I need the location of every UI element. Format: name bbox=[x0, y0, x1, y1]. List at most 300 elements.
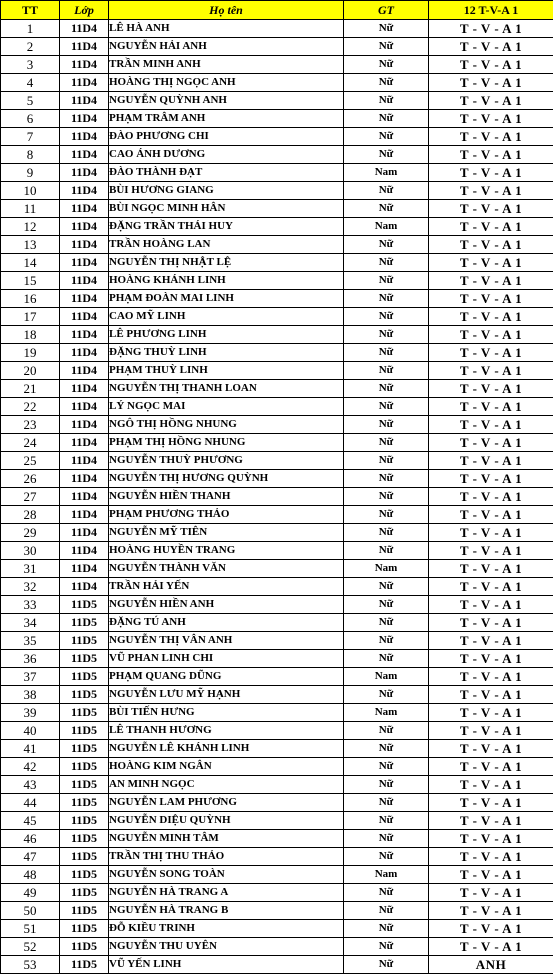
student-name: NGÔ THỊ HỒNG NHUNG bbox=[109, 416, 344, 434]
subject-group-cell: T - V - A 1 bbox=[429, 398, 553, 416]
table-row bbox=[1, 344, 553, 362]
class-cell: 11D4 bbox=[60, 308, 109, 326]
class-cell: 11D4 bbox=[60, 470, 109, 488]
row-number: 22 bbox=[1, 398, 60, 416]
row-number: 47 bbox=[1, 848, 60, 866]
gender-cell: Nữ bbox=[344, 416, 429, 434]
subject-group-cell: T - V - A 1 bbox=[429, 416, 553, 434]
gender-cell: Nữ bbox=[344, 956, 429, 974]
gender-cell: Nữ bbox=[344, 182, 429, 200]
subject-group-cell: T - V - A 1 bbox=[429, 290, 553, 308]
table-row bbox=[1, 218, 553, 236]
student-name: HOÀNG HUYỀN TRANG bbox=[109, 542, 344, 560]
table-row bbox=[1, 506, 553, 524]
table-row bbox=[1, 164, 553, 182]
student-name: LÊ PHƯƠNG LINH bbox=[109, 326, 344, 344]
row-number: 7 bbox=[1, 128, 60, 146]
class-cell: 11D4 bbox=[60, 92, 109, 110]
gender-cell: Nữ bbox=[344, 434, 429, 452]
subject-group-cell: T - V - A 1 bbox=[429, 596, 553, 614]
row-number: 6 bbox=[1, 110, 60, 128]
student-name: CAO MỸ LINH bbox=[109, 308, 344, 326]
gender-cell: Nữ bbox=[344, 326, 429, 344]
header-class: Lớp bbox=[60, 1, 109, 20]
gender-cell: Nữ bbox=[344, 650, 429, 668]
subject-group-cell: T - V - A 1 bbox=[429, 20, 553, 38]
class-cell: 11D4 bbox=[60, 542, 109, 560]
subject-group-cell: T - V - A 1 bbox=[429, 344, 553, 362]
student-name: NGUYỄN LƯU MỸ HẠNH bbox=[109, 686, 344, 704]
subject-group-cell: T - V - A 1 bbox=[429, 236, 553, 254]
row-number: 42 bbox=[1, 758, 60, 776]
table-row bbox=[1, 794, 553, 812]
subject-group-cell: T - V - A 1 bbox=[429, 650, 553, 668]
table-row bbox=[1, 812, 553, 830]
subject-group-cell: T - V - A 1 bbox=[429, 668, 553, 686]
row-number: 9 bbox=[1, 164, 60, 182]
class-cell: 11D5 bbox=[60, 776, 109, 794]
class-cell: 11D4 bbox=[60, 524, 109, 542]
student-name: HOÀNG THỊ NGỌC ANH bbox=[109, 74, 344, 92]
row-number: 21 bbox=[1, 380, 60, 398]
student-name: NGUYỄN HÀ TRANG A bbox=[109, 884, 344, 902]
student-name: PHẠM TRÂM ANH bbox=[109, 110, 344, 128]
subject-group-cell: T - V - A 1 bbox=[429, 902, 553, 920]
gender-cell: Nữ bbox=[344, 632, 429, 650]
class-cell: 11D4 bbox=[60, 164, 109, 182]
table-row bbox=[1, 416, 553, 434]
table-row bbox=[1, 632, 553, 650]
subject-group-cell: T - V - A 1 bbox=[429, 830, 553, 848]
row-number: 20 bbox=[1, 362, 60, 380]
subject-group-cell: T - V - A 1 bbox=[429, 812, 553, 830]
class-cell: 11D4 bbox=[60, 236, 109, 254]
row-number: 34 bbox=[1, 614, 60, 632]
class-cell: 11D5 bbox=[60, 704, 109, 722]
student-name: PHẠM THUỲ LINH bbox=[109, 362, 344, 380]
subject-group-cell: T - V - A 1 bbox=[429, 578, 553, 596]
row-number: 45 bbox=[1, 812, 60, 830]
student-name: PHẠM ĐOÀN MAI LINH bbox=[109, 290, 344, 308]
student-name: NGUYỄN MỸ TIÊN bbox=[109, 524, 344, 542]
class-cell: 11D4 bbox=[60, 560, 109, 578]
student-name: NGUYỄN LÊ KHÁNH LINH bbox=[109, 740, 344, 758]
table-row bbox=[1, 128, 553, 146]
class-cell: 11D4 bbox=[60, 272, 109, 290]
table-row bbox=[1, 272, 553, 290]
student-name: NGUYỄN QUỲNH ANH bbox=[109, 92, 344, 110]
subject-group-cell: T - V - A 1 bbox=[429, 794, 553, 812]
student-name: NGUYỄN THỊ THANH LOAN bbox=[109, 380, 344, 398]
class-cell: 11D5 bbox=[60, 938, 109, 956]
subject-group-cell: T - V - A 1 bbox=[429, 758, 553, 776]
gender-cell: Nam bbox=[344, 866, 429, 884]
gender-cell: Nữ bbox=[344, 506, 429, 524]
table-body bbox=[1, 20, 553, 974]
table-row bbox=[1, 452, 553, 470]
gender-cell: Nữ bbox=[344, 794, 429, 812]
student-name: TRẦN THỊ THU THẢO bbox=[109, 848, 344, 866]
class-cell: 11D4 bbox=[60, 362, 109, 380]
student-name: NGUYỄN SONG TOÀN bbox=[109, 866, 344, 884]
table-row bbox=[1, 560, 553, 578]
subject-group-cell: T - V - A 1 bbox=[429, 506, 553, 524]
row-number: 53 bbox=[1, 956, 60, 974]
subject-group-cell: T - V - A 1 bbox=[429, 884, 553, 902]
subject-group-cell: T - V - A 1 bbox=[429, 866, 553, 884]
table-row bbox=[1, 200, 553, 218]
table-row bbox=[1, 614, 553, 632]
class-cell: 11D4 bbox=[60, 506, 109, 524]
row-number: 4 bbox=[1, 74, 60, 92]
subject-group-cell: T - V - A 1 bbox=[429, 614, 553, 632]
table-row bbox=[1, 470, 553, 488]
row-number: 14 bbox=[1, 254, 60, 272]
table-row bbox=[1, 488, 553, 506]
class-cell: 11D4 bbox=[60, 380, 109, 398]
class-cell: 11D4 bbox=[60, 326, 109, 344]
class-cell: 11D4 bbox=[60, 110, 109, 128]
subject-group-cell: T - V - A 1 bbox=[429, 560, 553, 578]
student-name: NGUYỄN THỊ NHẬT LỆ bbox=[109, 254, 344, 272]
row-number: 26 bbox=[1, 470, 60, 488]
row-number: 35 bbox=[1, 632, 60, 650]
subject-group-cell: T - V - A 1 bbox=[429, 542, 553, 560]
student-name: NGUYỄN THỊ HƯƠNG QUỲNH bbox=[109, 470, 344, 488]
class-cell: 11D5 bbox=[60, 758, 109, 776]
class-cell: 11D5 bbox=[60, 686, 109, 704]
subject-group-cell: T - V - A 1 bbox=[429, 938, 553, 956]
subject-group-cell: T - V - A 1 bbox=[429, 632, 553, 650]
gender-cell: Nữ bbox=[344, 398, 429, 416]
gender-cell: Nữ bbox=[344, 254, 429, 272]
student-name: ĐÀO PHƯƠNG CHI bbox=[109, 128, 344, 146]
header-row bbox=[1, 1, 553, 20]
student-name: VŨ YẾN LINH bbox=[109, 956, 344, 974]
gender-cell: Nữ bbox=[344, 362, 429, 380]
table-row bbox=[1, 74, 553, 92]
subject-group-cell: T - V - A 1 bbox=[429, 848, 553, 866]
gender-cell: Nữ bbox=[344, 110, 429, 128]
class-cell: 11D4 bbox=[60, 146, 109, 164]
class-cell: 11D4 bbox=[60, 398, 109, 416]
gender-cell: Nữ bbox=[344, 380, 429, 398]
row-number: 40 bbox=[1, 722, 60, 740]
subject-group-cell: T - V - A 1 bbox=[429, 182, 553, 200]
table-row bbox=[1, 290, 553, 308]
row-number: 10 bbox=[1, 182, 60, 200]
table-row bbox=[1, 308, 553, 326]
row-number: 15 bbox=[1, 272, 60, 290]
subject-group-cell: T - V - A 1 bbox=[429, 308, 553, 326]
gender-cell: Nam bbox=[344, 704, 429, 722]
student-name: ĐỖ KIỀU TRINH bbox=[109, 920, 344, 938]
row-number: 38 bbox=[1, 686, 60, 704]
gender-cell: Nữ bbox=[344, 938, 429, 956]
class-cell: 11D4 bbox=[60, 74, 109, 92]
table-row bbox=[1, 956, 553, 974]
gender-cell: Nữ bbox=[344, 92, 429, 110]
row-number: 29 bbox=[1, 524, 60, 542]
class-cell: 11D5 bbox=[60, 668, 109, 686]
gender-cell: Nữ bbox=[344, 740, 429, 758]
row-number: 44 bbox=[1, 794, 60, 812]
row-number: 13 bbox=[1, 236, 60, 254]
student-name: NGUYỄN THUỲ PHƯƠNG bbox=[109, 452, 344, 470]
row-number: 8 bbox=[1, 146, 60, 164]
row-number: 23 bbox=[1, 416, 60, 434]
class-cell: 11D5 bbox=[60, 596, 109, 614]
row-number: 51 bbox=[1, 920, 60, 938]
subject-group-cell: T - V - A 1 bbox=[429, 362, 553, 380]
gender-cell: Nữ bbox=[344, 344, 429, 362]
row-number: 46 bbox=[1, 830, 60, 848]
table-row bbox=[1, 254, 553, 272]
class-cell: 11D5 bbox=[60, 956, 109, 974]
table-row bbox=[1, 434, 553, 452]
student-name: NGUYỄN THỊ VÂN ANH bbox=[109, 632, 344, 650]
class-cell: 11D5 bbox=[60, 866, 109, 884]
table-row bbox=[1, 650, 553, 668]
table-row bbox=[1, 110, 553, 128]
table-row bbox=[1, 920, 553, 938]
table-row bbox=[1, 866, 553, 884]
row-number: 30 bbox=[1, 542, 60, 560]
row-number: 18 bbox=[1, 326, 60, 344]
row-number: 28 bbox=[1, 506, 60, 524]
student-name: ĐẶNG TÚ ANH bbox=[109, 614, 344, 632]
subject-group-cell: T - V - A 1 bbox=[429, 704, 553, 722]
student-name: ĐÀO THÀNH ĐẠT bbox=[109, 164, 344, 182]
gender-cell: Nữ bbox=[344, 56, 429, 74]
row-number: 11 bbox=[1, 200, 60, 218]
subject-group-cell: T - V - A 1 bbox=[429, 380, 553, 398]
student-name: BÙI HƯƠNG GIANG bbox=[109, 182, 344, 200]
student-name: TRẦN HOÀNG LAN bbox=[109, 236, 344, 254]
row-number: 50 bbox=[1, 902, 60, 920]
subject-group-cell: T - V - A 1 bbox=[429, 254, 553, 272]
row-number: 16 bbox=[1, 290, 60, 308]
row-number: 5 bbox=[1, 92, 60, 110]
gender-cell: Nữ bbox=[344, 488, 429, 506]
gender-cell: Nữ bbox=[344, 308, 429, 326]
table-row bbox=[1, 704, 553, 722]
student-name: BÙI NGỌC MINH HÂN bbox=[109, 200, 344, 218]
gender-cell: Nữ bbox=[344, 20, 429, 38]
row-number: 41 bbox=[1, 740, 60, 758]
student-name: CAO ÁNH DƯƠNG bbox=[109, 146, 344, 164]
class-cell: 11D4 bbox=[60, 290, 109, 308]
table-row bbox=[1, 740, 553, 758]
class-cell: 11D5 bbox=[60, 614, 109, 632]
class-cell: 11D4 bbox=[60, 200, 109, 218]
gender-cell: Nữ bbox=[344, 452, 429, 470]
table-row bbox=[1, 38, 553, 56]
student-name: BÙI TIẾN HƯNG bbox=[109, 704, 344, 722]
student-name: NGUYỄN THU UYÊN bbox=[109, 938, 344, 956]
student-name: TRẦN HẢI YẾN bbox=[109, 578, 344, 596]
student-name: LÝ NGỌC MAI bbox=[109, 398, 344, 416]
table-row bbox=[1, 668, 553, 686]
gender-cell: Nữ bbox=[344, 830, 429, 848]
header-full-name: Họ tên bbox=[109, 1, 344, 20]
student-name: NGUYỄN HIỀN THANH bbox=[109, 488, 344, 506]
row-number: 43 bbox=[1, 776, 60, 794]
table-row bbox=[1, 236, 553, 254]
table-row bbox=[1, 596, 553, 614]
gender-cell: Nữ bbox=[344, 200, 429, 218]
header-gender: GT bbox=[344, 1, 429, 20]
subject-group-cell: T - V - A 1 bbox=[429, 92, 553, 110]
student-name: ĐẶNG THUỲ LINH bbox=[109, 344, 344, 362]
subject-group-cell: T - V - A 1 bbox=[429, 740, 553, 758]
subject-group-cell: T - V - A 1 bbox=[429, 470, 553, 488]
student-name: AN MINH NGỌC bbox=[109, 776, 344, 794]
row-number: 32 bbox=[1, 578, 60, 596]
subject-group-cell: T - V - A 1 bbox=[429, 920, 553, 938]
row-number: 2 bbox=[1, 38, 60, 56]
class-cell: 11D4 bbox=[60, 452, 109, 470]
gender-cell: Nữ bbox=[344, 236, 429, 254]
header-tt: TT bbox=[1, 1, 60, 20]
row-number: 25 bbox=[1, 452, 60, 470]
subject-group-cell: T - V - A 1 bbox=[429, 686, 553, 704]
gender-cell: Nữ bbox=[344, 74, 429, 92]
row-number: 37 bbox=[1, 668, 60, 686]
class-cell: 11D4 bbox=[60, 488, 109, 506]
class-cell: 11D5 bbox=[60, 812, 109, 830]
subject-group-cell: T - V - A 1 bbox=[429, 488, 553, 506]
gender-cell: Nữ bbox=[344, 38, 429, 56]
table-row bbox=[1, 722, 553, 740]
gender-cell: Nam bbox=[344, 560, 429, 578]
gender-cell: Nữ bbox=[344, 884, 429, 902]
gender-cell: Nữ bbox=[344, 272, 429, 290]
gender-cell: Nữ bbox=[344, 848, 429, 866]
student-name: LÊ THANH HƯƠNG bbox=[109, 722, 344, 740]
student-name: NGUYỄN THÀNH VĂN bbox=[109, 560, 344, 578]
gender-cell: Nam bbox=[344, 164, 429, 182]
row-number: 19 bbox=[1, 344, 60, 362]
row-number: 17 bbox=[1, 308, 60, 326]
subject-group-cell: T - V - A 1 bbox=[429, 722, 553, 740]
subject-group-cell: T - V - A 1 bbox=[429, 776, 553, 794]
class-cell: 11D4 bbox=[60, 128, 109, 146]
row-number: 3 bbox=[1, 56, 60, 74]
gender-cell: Nữ bbox=[344, 524, 429, 542]
row-number: 31 bbox=[1, 560, 60, 578]
table-row bbox=[1, 776, 553, 794]
gender-cell: Nữ bbox=[344, 758, 429, 776]
student-name: PHẠM PHƯƠNG THẢO bbox=[109, 506, 344, 524]
gender-cell: Nữ bbox=[344, 722, 429, 740]
table-row bbox=[1, 146, 553, 164]
student-name: HOÀNG KHÁNH LINH bbox=[109, 272, 344, 290]
subject-group-cell: T - V - A 1 bbox=[429, 272, 553, 290]
row-number: 27 bbox=[1, 488, 60, 506]
row-number: 1 bbox=[1, 20, 60, 38]
table-row bbox=[1, 398, 553, 416]
subject-group-cell: T - V - A 1 bbox=[429, 56, 553, 74]
subject-group-cell: T - V - A 1 bbox=[429, 434, 553, 452]
row-number: 39 bbox=[1, 704, 60, 722]
table-row bbox=[1, 524, 553, 542]
table-row bbox=[1, 848, 553, 866]
subject-group-cell: T - V - A 1 bbox=[429, 524, 553, 542]
row-number: 36 bbox=[1, 650, 60, 668]
class-cell: 11D5 bbox=[60, 848, 109, 866]
class-cell: 11D4 bbox=[60, 254, 109, 272]
gender-cell: Nữ bbox=[344, 128, 429, 146]
row-number: 49 bbox=[1, 884, 60, 902]
class-cell: 11D4 bbox=[60, 416, 109, 434]
gender-cell: Nữ bbox=[344, 614, 429, 632]
table-header bbox=[1, 1, 553, 20]
table-row bbox=[1, 830, 553, 848]
class-cell: 11D4 bbox=[60, 578, 109, 596]
row-number: 33 bbox=[1, 596, 60, 614]
class-cell: 11D5 bbox=[60, 722, 109, 740]
gender-cell: Nam bbox=[344, 668, 429, 686]
gender-cell: Nữ bbox=[344, 812, 429, 830]
subject-group-cell: T - V - A 1 bbox=[429, 146, 553, 164]
row-number: 24 bbox=[1, 434, 60, 452]
class-cell: 11D5 bbox=[60, 884, 109, 902]
student-name: NGUYỄN HÀ TRANG B bbox=[109, 902, 344, 920]
student-name: ĐẶNG TRẦN THÁI HUY bbox=[109, 218, 344, 236]
class-cell: 11D4 bbox=[60, 344, 109, 362]
subject-group-cell: T - V - A 1 bbox=[429, 200, 553, 218]
class-cell: 11D4 bbox=[60, 20, 109, 38]
gender-cell: Nữ bbox=[344, 290, 429, 308]
table-row bbox=[1, 938, 553, 956]
class-cell: 11D4 bbox=[60, 434, 109, 452]
gender-cell: Nữ bbox=[344, 146, 429, 164]
student-name: PHẠM THỊ HỒNG NHUNG bbox=[109, 434, 344, 452]
table-row bbox=[1, 380, 553, 398]
student-name: NGUYỄN LAM PHƯƠNG bbox=[109, 794, 344, 812]
subject-group-cell: ANH bbox=[429, 956, 553, 974]
class-cell: 11D5 bbox=[60, 650, 109, 668]
gender-cell: Nữ bbox=[344, 902, 429, 920]
table-row bbox=[1, 902, 553, 920]
gender-cell: Nữ bbox=[344, 776, 429, 794]
subject-group-cell: T - V - A 1 bbox=[429, 452, 553, 470]
class-cell: 11D5 bbox=[60, 830, 109, 848]
student-name: NGUYỄN DIỆU QUỲNH bbox=[109, 812, 344, 830]
table-row bbox=[1, 20, 553, 38]
subject-group-cell: T - V - A 1 bbox=[429, 128, 553, 146]
class-cell: 11D4 bbox=[60, 38, 109, 56]
class-cell: 11D5 bbox=[60, 902, 109, 920]
table-row bbox=[1, 92, 553, 110]
class-cell: 11D4 bbox=[60, 182, 109, 200]
gender-cell: Nữ bbox=[344, 470, 429, 488]
student-name: NGUYỄN HIỀN ANH bbox=[109, 596, 344, 614]
subject-group-cell: T - V - A 1 bbox=[429, 326, 553, 344]
class-cell: 11D5 bbox=[60, 740, 109, 758]
row-number: 52 bbox=[1, 938, 60, 956]
table-row bbox=[1, 182, 553, 200]
gender-cell: Nữ bbox=[344, 920, 429, 938]
subject-group-cell: T - V - A 1 bbox=[429, 110, 553, 128]
gender-cell: Nam bbox=[344, 218, 429, 236]
subject-group-cell: T - V - A 1 bbox=[429, 218, 553, 236]
table-row bbox=[1, 326, 553, 344]
gender-cell: Nữ bbox=[344, 542, 429, 560]
student-name: HOÀNG KIM NGÂN bbox=[109, 758, 344, 776]
class-cell: 11D4 bbox=[60, 218, 109, 236]
